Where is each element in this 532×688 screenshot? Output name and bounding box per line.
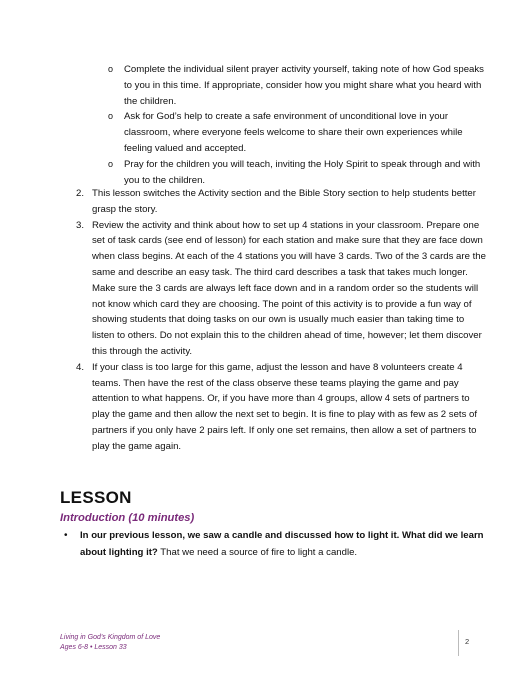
sub-item-text: Ask for God’s help to create a safe environment of unconditional love in your classroom, where everyone feels welcome to share their own experiences while feeling valued and accepted. — [124, 111, 463, 154]
footer-divider — [458, 630, 459, 656]
prayer-sub-list — [108, 62, 488, 188]
hollow-bullet-icon: o — [108, 158, 114, 169]
sub-item-text: Complete the individual silent prayer activity yourself, taking note of how God speaks to you in this time. If appropriate, consider how you might share what you heard with the children. — [124, 64, 484, 107]
list-number: 4. — [76, 361, 85, 373]
intro-question: In our previous lesson, we saw a candle and discussed how to light it. What did we learn about lighting it? — [80, 530, 484, 558]
list-number: 2. — [76, 188, 85, 199]
introduction-heading: Introduction (10 minutes) — [60, 512, 195, 524]
preparation-numbered-list — [76, 186, 488, 455]
introduction-list — [64, 528, 488, 561]
lesson-heading: LESSON — [60, 488, 132, 507]
sub-item-text: Pray for the children you will teach, inviting the Holy Spirit to speak through and with you to the children. — [124, 158, 481, 186]
numbered-list-item — [76, 186, 488, 218]
sub-list-item — [108, 109, 488, 156]
numbered-list-item — [76, 360, 488, 455]
sub-list-item — [108, 157, 488, 189]
intro-answer: That we need a source of fire to light a candle. — [157, 546, 358, 558]
sub-list-item — [108, 62, 488, 109]
footer-course-info — [60, 633, 160, 653]
numbered-item-text: If your class is too large for this game, adjust the lesson and have 8 volunteers create 4 teams. Then have the rest of the class observe these teams playing the game and pay attention to what happens. Or, if you have more than 4 groups, allow 4 sets of partners to play the game and then allow the next set to begin. It is fine to play with as few as 2 sets of partners if you only have 2 pairs left. If only one set remains, then allow a set of partners to play the game again. — [92, 361, 478, 452]
list-number: 3. — [76, 219, 85, 231]
numbered-item-text: Review the activity and think about how to set up 4 stations in your classroom. Prepare one set of task cards (see end of lesson) for each station and make sure that they are face down when class begins. At each of the 4 stations you will have 3 cards. Two of the 3 cards are the same and describe an easy task. The third card describes a task that takes much longer. Make sure the 3 cards are always left face down and in a random order so the students will not know which card they are choosing. The point of this activity is to provide a fun way of showing students that doing tasks on our own is usually much easier than taking time to listen to others. Do not explain this to the children ahead of time, however; let them discover this through the activity. — [92, 219, 486, 357]
hollow-bullet-icon: o — [108, 111, 114, 122]
footer-course-title: Living in God’s Kingdom of Love — [60, 634, 161, 641]
list-item — [64, 528, 488, 561]
numbered-item-text: This lesson switches the Activity section and the Bible Story section to help students better grasp the story. — [92, 188, 476, 215]
footer-lesson-info: Ages 6-8 • Lesson 33 — [60, 644, 127, 651]
numbered-list-item — [76, 218, 488, 360]
hollow-bullet-icon: o — [108, 64, 114, 74]
page-number: 2 — [465, 637, 470, 646]
bullet-icon: • — [64, 530, 68, 541]
